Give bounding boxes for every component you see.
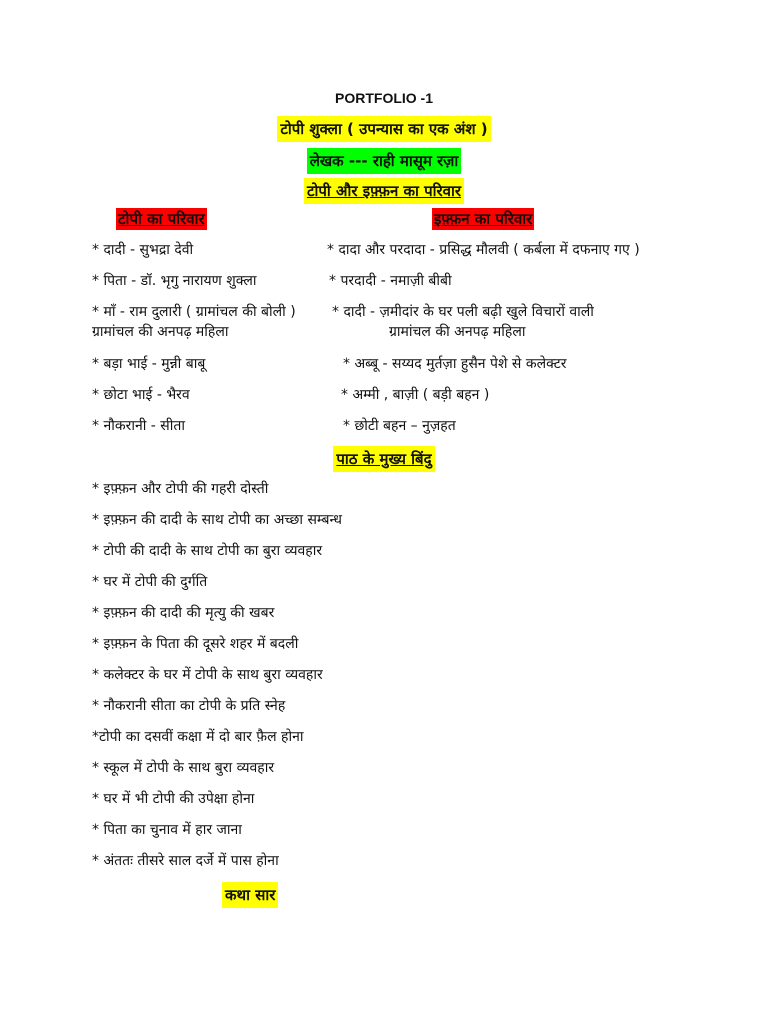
- main-points-heading: पाठ के मुख्य बिंदु: [333, 446, 434, 472]
- list-item: * इफ़्फ़न की दादी के साथ टोपी का अच्छा सम्बन्ध: [92, 512, 342, 528]
- list-item: * अंततः तीसरे साल दर्जे में पास होना: [92, 853, 279, 869]
- iffan-family-heading: इफ़्फ़न का परिवार: [434, 210, 533, 228]
- list-item: * बड़ा भाई - मुन्नी बाबू: [92, 356, 206, 372]
- list-item: * कलेक्टर के घर में टोपी के साथ बुरा व्यवहार: [92, 667, 323, 683]
- list-item: * नौकरानी - सीता: [92, 418, 185, 434]
- portfolio-title: PORTFOLIO -1: [335, 90, 433, 106]
- families-title: टोपी और इफ़्फ़न का परिवार: [304, 178, 464, 204]
- families-title-row: [0, 178, 768, 204]
- list-item: ग्रामांचल की अनपढ़ महिला: [92, 324, 229, 340]
- portfolio-title-row: [0, 88, 768, 107]
- book-title: टोपी शुक्ला ( उपन्यास का एक अंश ): [277, 116, 490, 142]
- list-item: * अब्बू - सय्यद मुर्तज़ा हुसैन पेशे से कलेक्टर: [343, 356, 567, 372]
- list-item: *टोपी का दसवीं कक्षा में दो बार फ़ैल होना: [92, 729, 304, 745]
- list-item: * नौकरानी सीता का टोपी के प्रति स्नेह: [92, 698, 286, 714]
- list-item: * इफ़्फ़न की दादी की मृत्यु की खबर: [92, 605, 275, 621]
- list-item: * माँ - राम दुलारी ( ग्रामांचल की बोली ): [92, 304, 296, 320]
- author-row: [0, 148, 768, 174]
- list-item: * परदादी - नमाज़ी बीबी: [329, 273, 452, 289]
- list-item: * इफ़्फ़न और टोपी की गहरी दोस्ती: [92, 481, 269, 497]
- list-item: * अम्मी , बाज़ी ( बड़ी बहन ): [341, 387, 490, 403]
- author-line: लेखक --- राही मासूम रज़ा: [307, 148, 462, 174]
- list-item: * दादी - सुभद्रा देवी: [92, 242, 194, 258]
- main-points-heading-row: [0, 446, 768, 472]
- list-item: * पिता का चुनाव में हार जाना: [92, 822, 242, 838]
- list-item: * टोपी की दादी के साथ टोपी का बुरा व्यवहार: [92, 543, 323, 559]
- list-item: * छोटी बहन – नुज़हत: [343, 418, 456, 434]
- summary-heading: कथा सार: [222, 882, 278, 908]
- list-item: * स्कूल में टोपी के साथ बुरा व्यवहार: [92, 760, 275, 776]
- list-item: * दादा और परदादा - प्रसिद्ध मौलवी ( कर्बला में दफनाए गए ): [327, 242, 640, 258]
- list-item: * छोटा भाई - भैरव: [92, 387, 190, 403]
- list-item: * पिता - डॉ. भृगु नारायण शुक्ला: [92, 273, 257, 289]
- list-item: * इफ़्फ़न के पिता की दूसरे शहर में बदली: [92, 636, 299, 652]
- list-item: ग्रामांचल की अनपढ़ महिला: [389, 324, 526, 340]
- topi-family-heading: टोपी का परिवार: [118, 210, 205, 228]
- list-item: * घर में भी टोपी की उपेक्षा होना: [92, 791, 255, 807]
- list-item: * दादी - ज़मीदांर के घर पली बढ़ी खुले विचारों वाली: [332, 304, 594, 320]
- list-item: * घर में टोपी की दुर्गति: [92, 574, 208, 590]
- book-title-row: [0, 116, 768, 142]
